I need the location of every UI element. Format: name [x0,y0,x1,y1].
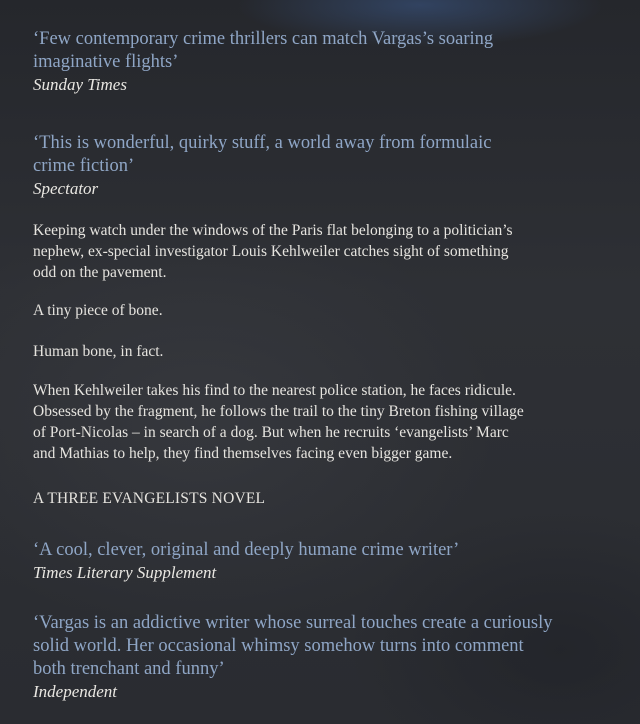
quote-line: ‘Vargas is an addictive writer whose surreal touches create a curiously [33,613,553,633]
blurb-paragraph-bone [33,300,623,321]
blurb-line: odd on the pavement. [33,264,167,281]
quote-line: solid world. Her occasional whimsy somehow turns into comment [33,636,524,656]
blurb-line: When Kehlweiler takes his find to the nearest police station, he faces ridicule. [33,382,516,399]
blurb-line: Keeping watch under the windows of the Paris flat belonging to a politician’s [33,222,513,239]
quote-text [33,132,623,178]
praise-quote-independent [33,612,623,703]
blurb-line: of Port-Nicolas – in search of a dog. But when he recruits ‘evangelists’ Marc [33,424,509,441]
praise-quote-spectator [33,132,623,200]
blurb-paragraph-intro [33,220,623,283]
praise-quote-tls [33,539,623,584]
blurb-line: and Mathias to help, they find themselves facing even bigger game. [33,445,453,462]
series-label-block [33,488,623,509]
blurb-text [33,341,623,362]
quote-source: Independent [33,682,118,701]
quote-line: ‘Few contemporary crime thrillers can match Vargas’s soaring [33,29,494,49]
blurb-text [33,220,623,283]
blurb-paragraph-plot [33,380,623,464]
blurb-line: A tiny piece of bone. [33,302,163,319]
quote-text [33,539,623,562]
quote-line: both trenchant and funny’ [33,659,225,679]
quote-text [33,612,623,681]
quote-line: ‘This is wonderful, quirky stuff, a world away from formulaic [33,133,492,153]
quote-line: imaginative flights’ [33,52,179,72]
praise-quote-sunday-times [33,28,623,96]
blurb-text [33,380,623,464]
blurb-paragraph-human-bone [33,341,623,362]
blurb-line: nephew, ex-special investigator Louis Kehlweiler catches sight of something [33,243,509,260]
quote-text [33,28,623,74]
quote-source: Times Literary Supplement [33,563,217,582]
quote-line: ‘A cool, clever, original and deeply humane crime writer’ [33,540,460,560]
blurb-line: Human bone, in fact. [33,343,164,360]
quote-source: Sunday Times [33,75,127,94]
blurb-line: Obsessed by the fragment, he follows the trail to the tiny Breton fishing village [33,403,524,420]
quote-source: Spectator [33,179,99,198]
blurb-text [33,300,623,321]
quote-line: crime fiction’ [33,156,135,176]
series-label: A THREE EVANGELISTS NOVEL [33,490,266,507]
